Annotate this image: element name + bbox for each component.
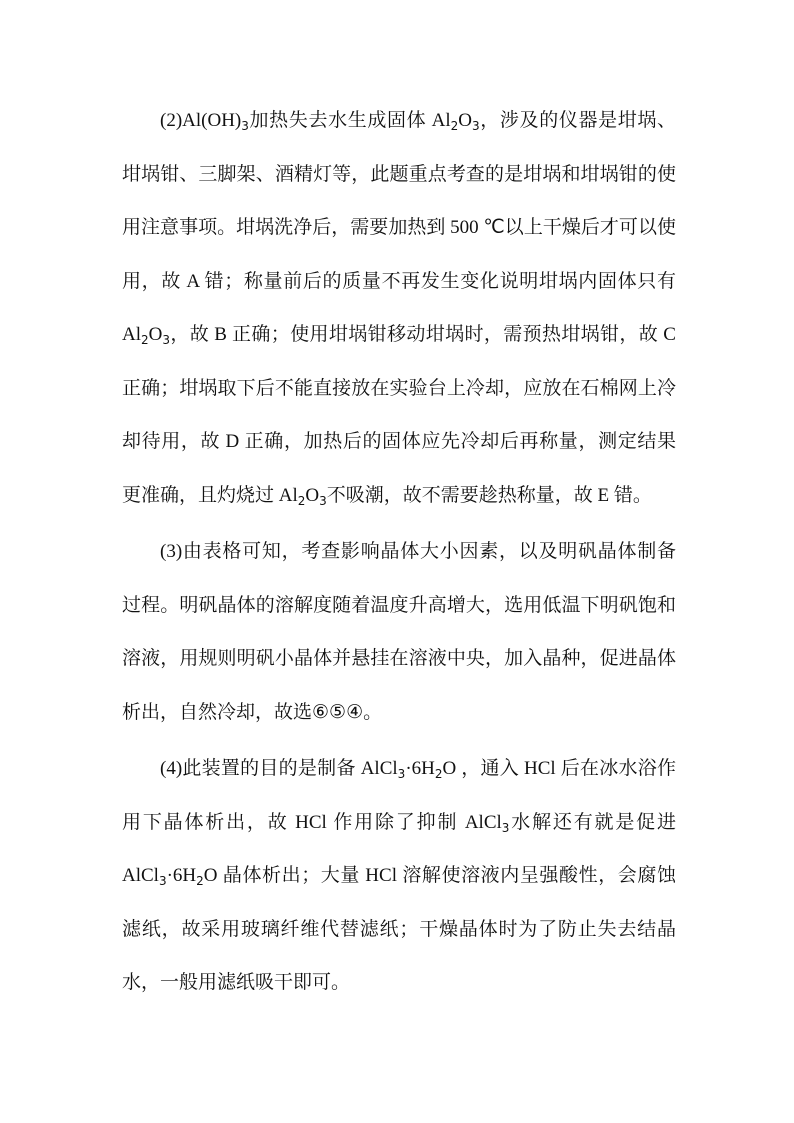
text-run: 水解还有就是促进: [509, 810, 676, 833]
text-run: 此装置的目的是制备: [182, 757, 356, 779]
subscript: 3: [158, 874, 167, 888]
text-run: 正确；坩埚取下后不能直接放在实验台上冷却，应放在石棉网上冷却待用，故: [122, 376, 676, 452]
formula-text: A: [181, 270, 205, 292]
answer-explanation-text: [122, 94, 676, 1010]
text-run: 作用除了抑制: [333, 810, 459, 833]
text-run: 溶解使溶液内呈强酸性，会腐蚀滤纸，故采用玻璃纤维代替滤纸；干燥晶体时为了防止失去结晶水，一般用滤纸吸干即可。: [122, 864, 676, 993]
text-run: 由表格可知，考查影响晶体大小因素，以及明矾晶体制备过程。明矾晶体的溶解度随着温度升高增大，选用低温下明矾饱和溶液，用规则明矾小晶体并悬挂在溶液中央，加入晶种，促进晶体析出，自然冷却，故选⑥⑤④。: [122, 540, 676, 723]
formula-text: ·6H: [405, 758, 435, 779]
subscript: 3: [501, 820, 510, 835]
formula-text: O: [305, 484, 320, 506]
formula-text: O: [458, 110, 473, 131]
text-run: 正确；使用坩埚钳移动坩埚时，需预热坩埚钳，故: [232, 323, 659, 345]
formula-text: O: [203, 865, 223, 886]
text-run: ，通入: [461, 757, 520, 779]
subscript: 3: [472, 119, 480, 133]
formula-text: HCl: [519, 758, 561, 779]
formula-text: D: [220, 431, 245, 452]
text-run: 错。: [613, 483, 652, 506]
subscript: 3: [162, 333, 171, 347]
subscript: 2: [297, 493, 306, 508]
paragraph-para-4: [122, 742, 676, 1010]
formula-text: E: [592, 484, 614, 506]
subscript: 2: [196, 874, 204, 888]
paragraph-para-2: [122, 94, 676, 522]
subscript: 3: [397, 767, 406, 781]
subscript: 2: [434, 767, 443, 781]
text-run: 不吸潮，故不需要趁热称量，故: [326, 483, 593, 506]
text-run: 后在冰水浴作用下晶体析出，故: [122, 757, 676, 833]
formula-text: AlCl: [458, 811, 502, 833]
formula-text: (3): [160, 541, 183, 562]
text-run: 晶体析出；大量: [222, 864, 360, 886]
text-run: ，故: [170, 323, 210, 345]
subscript: 2: [141, 333, 149, 347]
formula-text: (2)Al(OH): [160, 110, 242, 131]
formula-text: C: [658, 324, 676, 345]
subscript: 3: [241, 119, 249, 133]
text-run: ，涉及的仪器是坩埚、坩埚钳、三脚架、酒精灯等，此题重点考查的是坩埚和坩埚钳的使用注意事项。坩埚洗净后，需要加热到: [122, 109, 676, 238]
formula-text: AlCl: [122, 865, 159, 886]
formula-text: Al: [274, 484, 298, 506]
text-run: 加热失去水生成固体: [248, 109, 427, 131]
subscript: 2: [450, 119, 459, 133]
formula-text: Al: [122, 324, 141, 345]
text-run: 以上干燥后才可以使用，故: [122, 216, 676, 292]
formula-text: HCl: [288, 811, 334, 833]
paragraph-para-3: [122, 525, 676, 739]
text-run: 错；称量前后的质量不再发生变化说明坩埚内固体只有: [204, 269, 676, 292]
formula-text: ·6H: [166, 865, 197, 886]
formula-text: O: [148, 324, 163, 345]
text-run: 正确，加热后的固体应先冷却后再称量，测定结果更准确，且灼烧过: [122, 430, 676, 506]
formula-text: HCl: [359, 865, 403, 886]
formula-text: B: [209, 324, 233, 345]
formula-text: 500 ℃: [445, 217, 505, 238]
formula-text: O: [442, 758, 462, 779]
formula-text: (4): [160, 758, 183, 779]
formula-text: AlCl: [355, 758, 398, 779]
formula-text: Al: [426, 110, 451, 131]
subscript: 3: [319, 493, 327, 508]
